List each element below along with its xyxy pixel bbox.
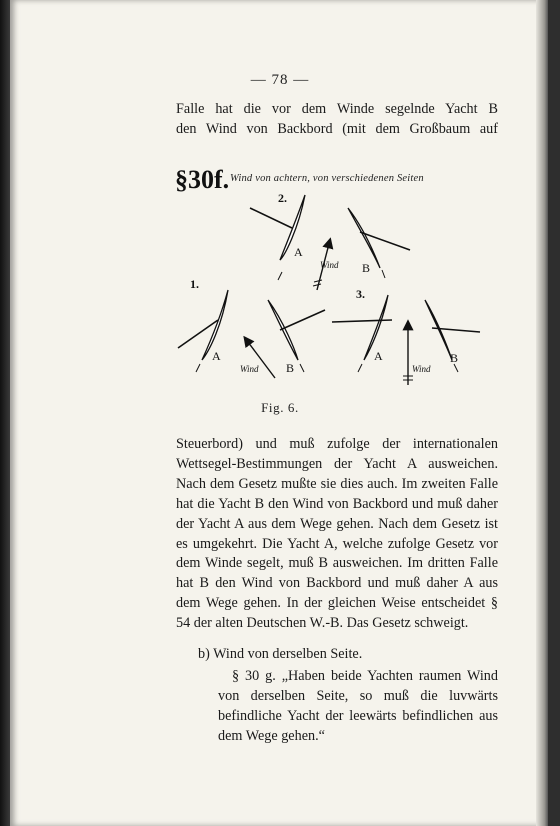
case-3-yacht-a (332, 295, 392, 372)
body-paragraph: Steuerbord) und muß zufolge der internationalen Wettsegel-Bestimmungen der Yacht A ausweichen. Nach dem Gesetz mußte sie dies auch. Im zweiten Falle hat die Yacht B den Wind von Backbord und muß daher der Yacht A aus dem Wege gehen. Nach dem Gesetz ist es umgekehrt. Die Yacht A, welche zufolge Gesetz vor dem Winde segelt, muß B ausweichen. Im dritten Falle hat B den Wind von Backbord und muß daher A aus dem Wege gehen. In der gleichen Weise entscheidet § 54 der alten Deutschen W.-B. Das Gesetz schweigt. (176, 436, 498, 632)
sailing-figure (170, 160, 500, 395)
body-text (176, 435, 498, 634)
case-2-wind-label: Wind (320, 260, 339, 270)
case-3-label-a: A (374, 349, 383, 363)
case-1-label-a: A (212, 349, 221, 363)
case-3-label: 3. (356, 287, 365, 301)
intro-line-2: den Wind von Backbord (mit dem Großbaum auf (176, 120, 498, 137)
case-1-wind-label: Wind (240, 364, 259, 374)
case-2-label: 2. (278, 191, 287, 205)
case-3-wind-label: Wind (412, 364, 431, 374)
quote-text: § 30 g. „Haben beide Yachten raumen Wind von derselben Seite, so muß die luvwärts befindliche Yacht der leewärts befindlichen aus dem Wege gehen.“ (218, 668, 498, 744)
intro-text (176, 100, 498, 140)
case-2-label-b: B (362, 261, 371, 275)
intro-line-1: Falle hat die vor dem Winde segelnde Yacht B (176, 101, 498, 117)
case-2-label-a: A (294, 245, 303, 259)
figure-script-caption: Wind von achtern, von verschiedenen Seiten (230, 173, 424, 184)
page-number: — 78 — (250, 72, 310, 88)
subsection-heading: b) Wind von derselben Seite. (198, 646, 363, 662)
case-3-wind-arrow (403, 322, 413, 385)
case-1-label: 1. (190, 277, 199, 291)
case-1-label-b: B (286, 361, 295, 375)
figure-heading: §30f. (175, 165, 230, 194)
case-3-label-b: B (450, 351, 459, 365)
case-2-yacht-a (250, 195, 305, 280)
case-2-yacht-b (348, 208, 410, 278)
figure-caption: Fig. 6. (261, 400, 299, 415)
case-1-yacht-b (268, 300, 325, 372)
law-quote (218, 667, 498, 747)
